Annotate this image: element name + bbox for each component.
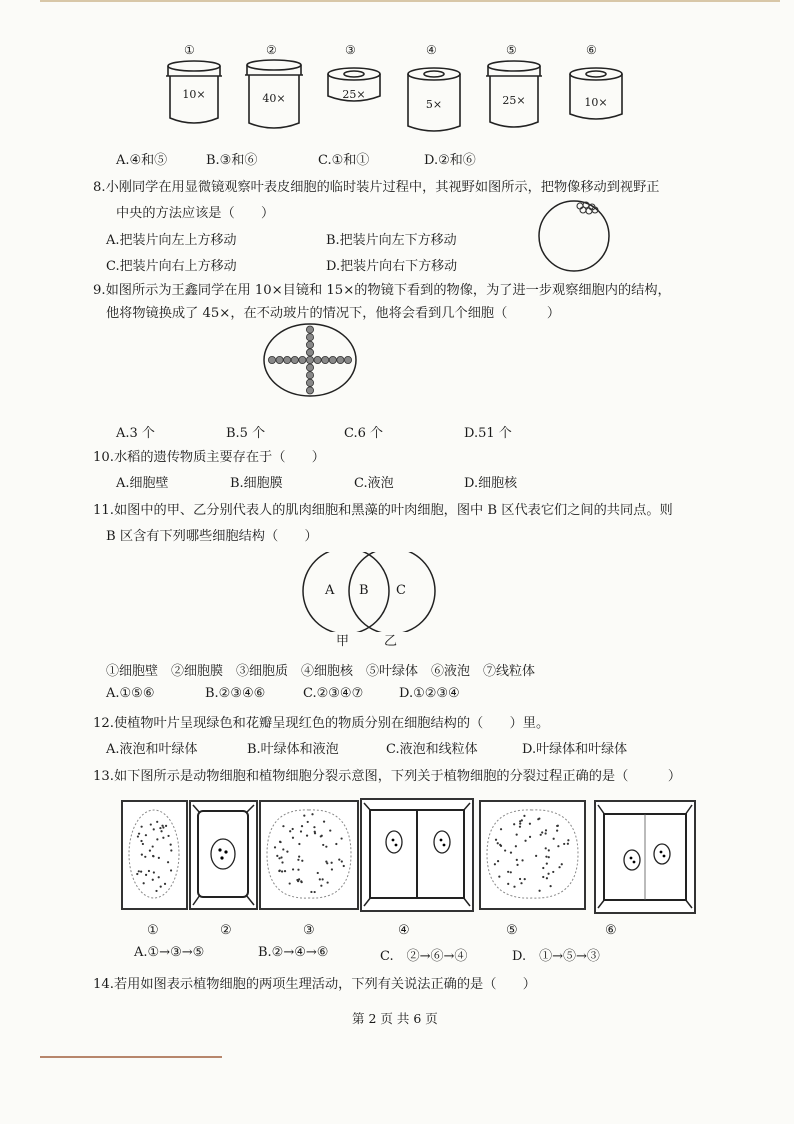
venn-name-yi: 乙 — [384, 634, 398, 649]
stipple-dot — [545, 847, 547, 849]
stipple-dot — [301, 825, 303, 827]
lens-label: 5× — [425, 98, 443, 111]
stipple-dot — [140, 870, 142, 872]
stipple-dot — [529, 836, 531, 838]
stipple-dot — [510, 871, 512, 873]
option-a[interactable]: A.①→③→⑤ — [134, 945, 205, 960]
venn-name-jia: 甲 — [336, 634, 350, 649]
option-a[interactable]: A.④和⑤ — [116, 153, 168, 168]
stipple-dot — [289, 882, 291, 884]
option-b[interactable]: B.5 个 — [226, 426, 266, 441]
stipple-dot — [523, 815, 525, 817]
option-c[interactable]: C.液泡和线粒体 — [386, 742, 478, 757]
venn-diagram — [300, 552, 440, 632]
division-panel-6 — [594, 800, 696, 914]
stipple-dot — [547, 873, 549, 875]
option-c[interactable]: C. ②→⑥→④ — [380, 949, 468, 964]
stipple-dot — [300, 880, 302, 882]
cell-dot — [306, 349, 313, 356]
cell-dot — [329, 356, 336, 363]
stipple-dot — [520, 882, 522, 884]
stipple-dot — [276, 855, 278, 857]
cell-dot — [268, 356, 275, 363]
stipple-dot — [292, 868, 294, 870]
stipple-dot — [317, 872, 319, 874]
cell-dot — [306, 341, 313, 348]
option-b[interactable]: B.把装片向左下方移动 — [326, 233, 457, 248]
q8-stem: 中央的方法应该是（ ） — [116, 206, 275, 221]
option-b[interactable]: B.②→④→⑥ — [258, 945, 329, 960]
stipple-dot — [497, 860, 499, 862]
stipple-dot — [289, 830, 291, 832]
q11-stem: B 区含有下列哪些细胞结构（ ） — [106, 529, 318, 544]
stipple-dot — [553, 838, 555, 840]
stipple-dot — [138, 833, 140, 835]
option-c[interactable]: C.6 个 — [344, 426, 384, 441]
field-of-view-figure — [536, 196, 616, 276]
stipple-dot — [552, 871, 554, 873]
stipple-dot — [340, 837, 342, 839]
stipple-dot — [495, 839, 497, 841]
stipple-dot — [298, 856, 300, 858]
stipple-dot — [507, 871, 509, 873]
q9-stem: 他将物镜换成了 45×，在不动玻片的情况下，他将会看到几个细胞（ ） — [106, 306, 561, 321]
stipple-dot — [519, 823, 521, 825]
stipple-dot — [542, 867, 544, 869]
stipple-dot — [331, 868, 333, 870]
stipple-dot — [145, 834, 147, 836]
scan-edge-line — [40, 1056, 222, 1058]
division-panel-4 — [360, 798, 474, 912]
stipple-dot — [284, 870, 286, 872]
stipple-dot — [313, 826, 315, 828]
option-d[interactable]: D.②和⑥ — [424, 153, 476, 168]
venn-label-c: C — [396, 583, 406, 598]
option-a[interactable]: A.把装片向左上方移动 — [106, 233, 237, 248]
stipple-dot — [567, 843, 569, 845]
stipple-dot — [160, 830, 162, 832]
stipple-dot — [149, 850, 151, 852]
q8-stem: 8.小刚同学在用显微镜观察叶表皮细胞的临时装片过程中，其视野如图所示，把物像移动到视野正 — [93, 180, 660, 195]
stipple-dot — [296, 879, 298, 881]
cell-dot — [276, 356, 283, 363]
stipple-dot — [314, 891, 316, 893]
lens-number: ⑥ — [586, 43, 597, 57]
stipple-dot — [286, 851, 288, 853]
stipple-dot — [538, 890, 540, 892]
lens-number: ③ — [345, 43, 356, 57]
lens-number: ② — [266, 43, 277, 57]
stipple-dot — [556, 829, 558, 831]
cell-dot — [299, 356, 306, 363]
stipple-dot — [292, 837, 294, 839]
stipple-dot — [300, 830, 302, 832]
figure-number: ⑥ — [605, 923, 617, 938]
cell-dot — [306, 326, 313, 333]
stipple-dot — [278, 870, 280, 872]
stipple-dot — [297, 859, 299, 861]
stipple-dot — [557, 825, 559, 827]
stipple-dot — [500, 845, 502, 847]
stipple-dot — [297, 869, 299, 871]
stipple-dot — [140, 840, 142, 842]
stipple-dot — [320, 835, 322, 837]
figure-number: ② — [220, 923, 232, 938]
stipple-dot — [148, 870, 150, 872]
stipple-dot — [152, 845, 154, 847]
stipple-dot — [320, 885, 322, 887]
q11-stem: 11.如图中的甲、乙分别代表人的肌肉细胞和黑藻的叶肉细胞，图中 B 区代表它们之间的共同点。则 — [93, 503, 673, 518]
stipple-dot — [510, 852, 512, 854]
stipple-dot — [162, 837, 164, 839]
stipple-dot — [545, 832, 547, 834]
stipple-dot — [303, 815, 305, 817]
option-c[interactable]: C.①和① — [318, 153, 370, 168]
stipple-dot — [561, 863, 563, 865]
scan-top-edge — [40, 0, 780, 2]
stipple-dot — [164, 883, 166, 885]
option-d[interactable]: D.细胞核 — [464, 476, 518, 491]
q11-structures: ①细胞壁 ②细胞膜 ③细胞质 ④细胞核 ⑤叶绿体 ⑥液泡 ⑦线粒体 — [106, 664, 536, 679]
division-panel-5 — [479, 800, 586, 910]
stipple-dot — [307, 821, 309, 823]
lens-number: ④ — [426, 43, 437, 57]
stipple-dot — [507, 883, 509, 885]
cells-cross-figure — [262, 322, 360, 400]
stipple-dot — [162, 826, 164, 828]
stipple-dot — [137, 835, 139, 837]
stipple-dot — [274, 846, 276, 848]
stipple-dot — [136, 873, 138, 875]
option-b[interactable]: B.②③④⑥ — [205, 686, 266, 701]
option-d[interactable]: D.51 个 — [464, 426, 512, 441]
q12-stem: 12.使植物叶片呈现绿色和花瓣呈现红色的物质分别在细胞结构的（ ）里。 — [93, 716, 550, 731]
stipple-dot — [497, 842, 499, 844]
stipple-dot — [158, 857, 160, 859]
stipple-dot — [319, 878, 321, 880]
lens-label: 40× — [262, 92, 286, 105]
stipple-dot — [150, 823, 152, 825]
division-panel-2 — [189, 800, 258, 910]
stipple-dot — [519, 878, 521, 880]
stipple-dot — [144, 856, 146, 858]
q9-stem: 9.如图所示为王鑫同学在用 10×目镜和 15×的物镜下看到的物像，为了进一步观察细胞内的结构， — [93, 283, 671, 298]
stipple-dot — [563, 843, 565, 845]
stipple-dot — [542, 876, 544, 878]
stipple-dot — [282, 825, 284, 827]
stipple-dot — [155, 890, 157, 892]
stipple-dot — [548, 849, 550, 851]
stipple-dot — [545, 829, 547, 831]
option-d[interactable]: D.叶绿体和叶绿体 — [522, 742, 628, 757]
lens-number: ⑤ — [506, 43, 517, 57]
stipple-dot — [546, 863, 548, 865]
lens-label: 10× — [182, 88, 206, 101]
venn-label-a: A — [325, 583, 335, 598]
stipple-dot — [160, 886, 162, 888]
stipple-dot — [516, 864, 518, 866]
cell-dot — [291, 356, 298, 363]
stipple-dot — [153, 871, 155, 873]
stipple-dot — [521, 859, 523, 861]
option-a[interactable]: A.3 个 — [116, 426, 155, 441]
stipple-dot — [327, 881, 329, 883]
cell-dot — [314, 356, 321, 363]
option-a[interactable]: A.①⑤⑥ — [106, 686, 155, 701]
stipple-dot — [329, 829, 331, 831]
stipple-dot — [156, 821, 158, 823]
cell-dot — [344, 356, 351, 363]
stipple-dot — [281, 861, 283, 863]
stipple-dot — [167, 835, 169, 837]
stipple-dot — [301, 860, 303, 862]
stipple-dot — [540, 834, 542, 836]
stipple-dot — [516, 834, 518, 836]
figure-number: ③ — [303, 923, 315, 938]
figure-number: ④ — [398, 923, 410, 938]
stipple-dot — [541, 831, 543, 833]
cell-dot — [306, 379, 313, 386]
stipple-dot — [145, 874, 147, 876]
stipple-dot — [500, 828, 502, 830]
stipple-dot — [524, 840, 526, 842]
option-d[interactable]: D. ①→⑤→③ — [512, 949, 600, 964]
stipple-dot — [335, 843, 337, 845]
stipple-dot — [278, 857, 280, 859]
stipple-dot — [504, 849, 506, 851]
cell-dot — [306, 334, 313, 341]
stipple-dot — [314, 832, 316, 834]
stipple-dot — [323, 820, 325, 822]
stipple-dot — [325, 846, 327, 848]
q10-stem: 10.水稻的遗传物质主要存在于（ ） — [93, 450, 325, 465]
venn-label-b: B — [359, 583, 369, 598]
stipple-dot — [524, 878, 526, 880]
stipple-dot — [170, 844, 172, 846]
stipple-dot — [138, 870, 140, 872]
stipple-dot — [338, 859, 340, 861]
option-d[interactable]: D.①②③④ — [399, 686, 460, 701]
stipple-dot — [153, 828, 155, 830]
stipple-dot — [279, 841, 281, 843]
stipple-dot — [280, 856, 282, 858]
stipple-dot — [322, 844, 324, 846]
option-b[interactable]: B.叶绿体和液泡 — [247, 742, 339, 757]
stipple-dot — [158, 876, 160, 878]
cell-dot — [322, 356, 329, 363]
stipple-dot — [535, 855, 537, 857]
division-panel-1 — [121, 800, 188, 910]
option-c[interactable]: C.液泡 — [354, 476, 394, 491]
lens-label: 25× — [342, 88, 366, 101]
lens-label: 10× — [584, 96, 608, 109]
option-c[interactable]: C.把装片向右上方移动 — [106, 259, 237, 274]
stipple-dot — [298, 843, 300, 845]
stipple-dot — [494, 863, 496, 865]
stipple-dot — [326, 862, 328, 864]
lens-number: ① — [184, 43, 195, 57]
cell-dot — [337, 356, 344, 363]
q14-stem: 14.若用如图表示植物细胞的两项生理活动，下列有关说法正确的是（ ） — [93, 977, 536, 992]
option-a[interactable]: A.细胞壁 — [116, 476, 169, 491]
stipple-dot — [529, 823, 531, 825]
stipple-dot — [343, 865, 345, 867]
figure-number: ① — [147, 923, 159, 938]
stipple-dot — [165, 825, 167, 827]
stipple-dot — [550, 885, 552, 887]
stipple-dot — [513, 886, 515, 888]
stipple-dot — [143, 882, 145, 884]
stipple-dot — [513, 823, 515, 825]
stipple-dot — [156, 838, 158, 840]
cell-dot — [306, 387, 313, 394]
stipple-dot — [537, 818, 539, 820]
stipple-dot — [170, 869, 172, 871]
stipple-dot — [515, 845, 517, 847]
stipple-dot — [548, 856, 550, 858]
stipple-dot — [281, 870, 283, 872]
q13-stem: 13.如下图所示是动物细胞和植物细胞分裂示意图，下列关于植物细胞的分裂过程正确的是（ ） — [93, 769, 682, 784]
stipple-dot — [567, 839, 569, 841]
stipple-dot — [516, 859, 518, 861]
stipple-dot — [322, 878, 324, 880]
stipple-dot — [331, 862, 333, 864]
stipple-dot — [558, 866, 560, 868]
stipple-dot — [167, 861, 169, 863]
cell-dot — [306, 372, 313, 379]
stipple-dot — [341, 860, 343, 862]
cell-dot — [284, 356, 291, 363]
stipple-dot — [546, 877, 548, 879]
stipple-dot — [557, 845, 559, 847]
division-panel-3 — [259, 800, 359, 910]
stipple-dot — [310, 891, 312, 893]
stipple-dot — [292, 828, 294, 830]
stipple-dot — [152, 879, 154, 881]
stipple-dot — [159, 827, 161, 829]
figure-number: ⑤ — [506, 923, 518, 938]
stipple-dot — [521, 819, 523, 821]
option-d[interactable]: D.把装片向右下方移动 — [326, 259, 458, 274]
stipple-dot — [142, 843, 144, 845]
stipple-dot — [141, 826, 143, 828]
stipple-dot — [141, 854, 143, 856]
stipple-dot — [170, 849, 172, 851]
option-a[interactable]: A.液泡和叶绿体 — [106, 742, 198, 757]
option-b[interactable]: B.③和⑥ — [206, 153, 258, 168]
cell-dot — [306, 364, 313, 371]
option-b[interactable]: B.细胞膜 — [230, 476, 283, 491]
stipple-dot — [282, 848, 284, 850]
page-footer: 第 2 页 共 6 页 — [352, 1011, 438, 1026]
stipple-dot — [311, 813, 313, 815]
stipple-dot — [498, 876, 500, 878]
lens-label: 25× — [502, 94, 526, 107]
stipple-dot — [519, 826, 521, 828]
stipple-dot — [545, 856, 547, 858]
cell-dot — [306, 356, 313, 363]
stipple-dot — [306, 835, 308, 837]
stipple-dot — [152, 855, 154, 857]
option-c[interactable]: C.②③④⑦ — [303, 686, 364, 701]
